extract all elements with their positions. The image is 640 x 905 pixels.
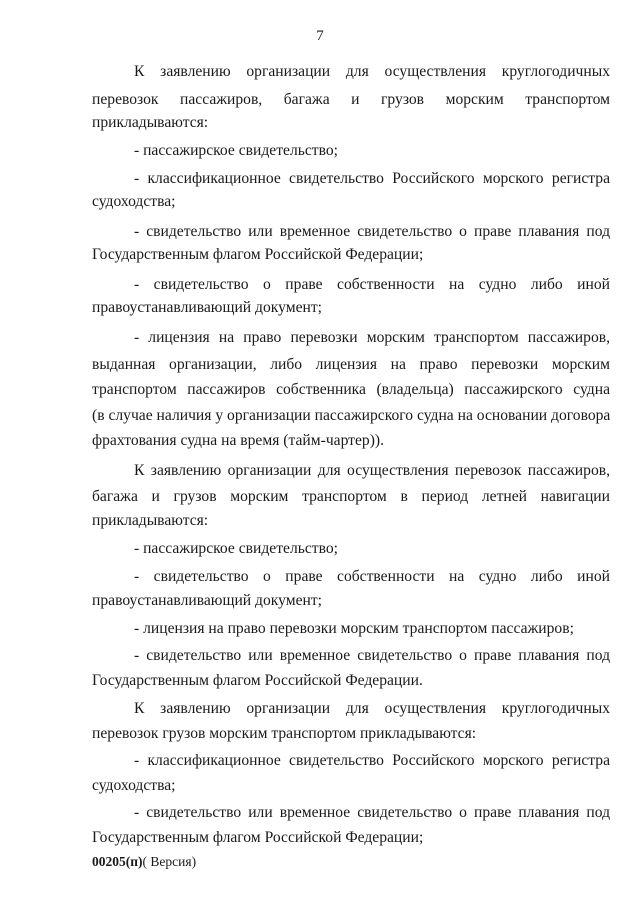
text-line: правоустанавливающий документ; [92,299,322,316]
text-line: перевозок грузов морским транспортом прикладываются: [92,725,477,742]
text-line: - лицензия на право перевозки морским транспортом пассажиров; [134,620,574,637]
text-line: - классификационное свидетельство Российского морского регистра [134,752,610,769]
text-line: Государственным флагом Российской Федерации. [92,672,423,689]
document-version: ( Версия) [142,854,197,869]
text-line: багажа и грузов морским транспортом в период летней навигации [92,488,610,505]
text-line: - пассажирское свидетельство; [134,142,338,159]
text-line: - свидетельство или временное свидетельство о праве плавания под [134,647,610,664]
text-line: - классификационное свидетельство Российского морского регистра [134,170,610,187]
text-line: К заявлению организации для осуществления круглогодичных [134,63,610,80]
document-number: 00205(п) [92,854,143,869]
text-line: - свидетельство или временное свидетельство о праве плавания под [134,223,610,240]
text-line: - пассажирское свидетельство; [134,540,338,557]
text-line: судоходства; [92,777,176,794]
text-line: - свидетельство о праве собственности на судно либо иной [134,276,610,293]
text-line: (в случае наличия у организации пассажирского судна на основании договора [92,407,611,424]
text-line: выданная организации, либо лицензия на право перевозки морским [92,356,610,373]
text-line: - свидетельство о праве собственности на судно либо иной [134,568,610,585]
document-code [92,854,196,870]
text-line: Государственным флагом Российской Федерации; [92,829,424,846]
text-line: К заявлению организации для осуществления круглогодичных [134,700,610,717]
page-number: 7 [316,28,324,44]
text-line: фрахтования судна на время (тайм-чартер)). [92,432,384,449]
text-line: судоходства; [92,193,176,210]
text-line: прикладываются: [92,512,209,529]
text-line: - лицензия на право перевозки морским транспортом пассажиров, [134,329,610,346]
text-line: транспортом пассажиров собственника (владельца) пассажирского судна [92,381,610,398]
text-line: правоустанавливающий документ; [92,592,322,609]
text-line: прикладываются: [92,114,209,131]
text-line: - свидетельство или временное свидетельство о праве плавания под [134,804,610,821]
text-line: Государственным флагом Российской Федерации; [92,246,424,263]
text-line: К заявлению организации для осуществления перевозок пассажиров, [134,462,610,479]
text-line: перевозок пассажиров, багажа и грузов морским транспортом [92,91,610,108]
